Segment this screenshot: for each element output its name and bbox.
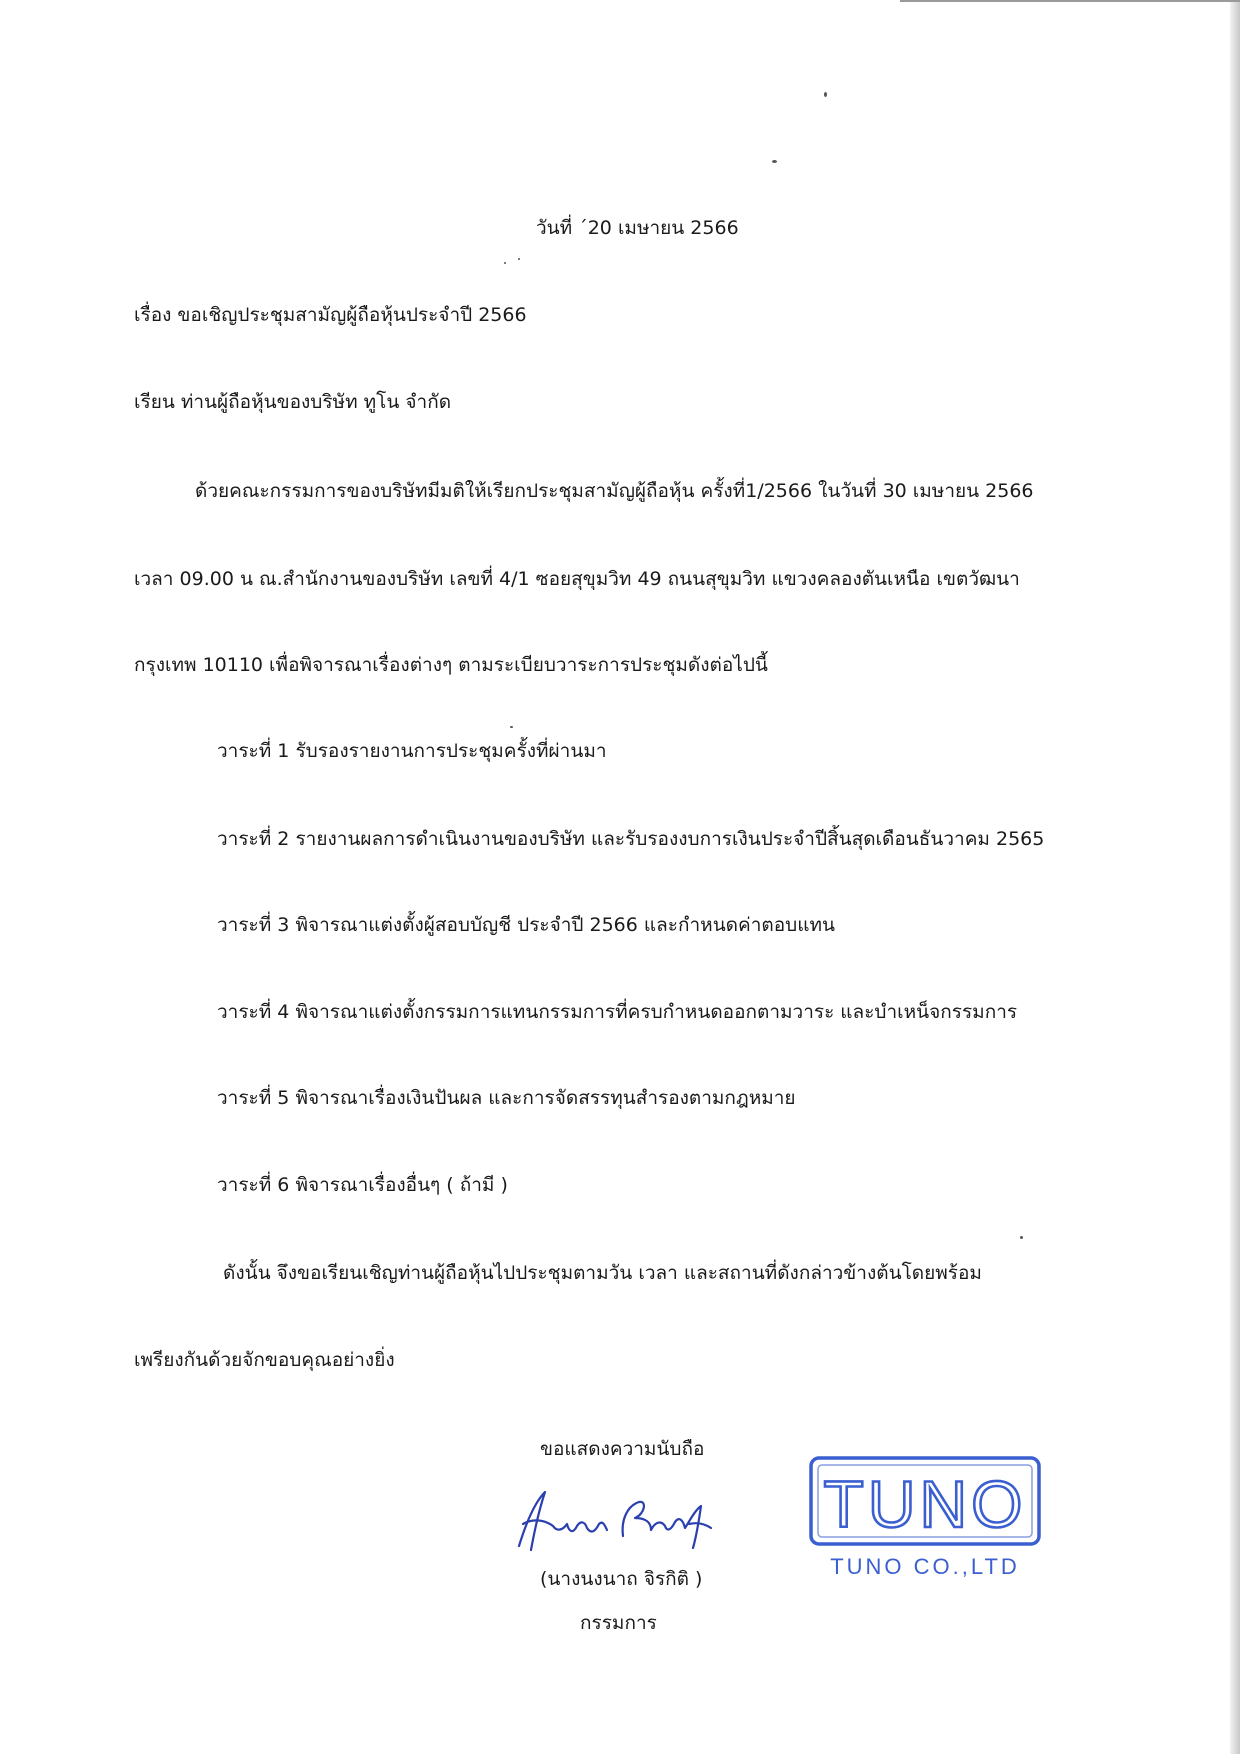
signer-name: (นางนงนาถ จิรกิติ ) — [540, 1568, 703, 1590]
company-stamp — [806, 1452, 1046, 1582]
handwritten-signature — [505, 1480, 725, 1560]
scan-speck — [510, 726, 513, 728]
signer-title: กรรมการ — [580, 1612, 657, 1634]
letter-recipient: เรียน ท่านผู้ถือหุ้นของบริษัท ทูโน จำกัด — [134, 391, 452, 413]
scan-top-edge — [900, 0, 1240, 2]
agenda-item: วาระที่ 5 พิจารณาเรื่องเงินปันผล และการจัดสรรทุนสำรองตามกฎหมาย — [217, 1087, 796, 1109]
scan-speck — [1020, 1236, 1023, 1239]
svg-text:TUNO CO.,LTD: TUNO CO.,LTD — [830, 1554, 1020, 1579]
closing-line: เพรียงกันด้วยจักขอบคุณอย่างยิ่ง — [134, 1349, 395, 1371]
letter-date: วันที่ ´20 เมษายน 2566 — [536, 217, 739, 239]
scan-speck — [772, 160, 777, 163]
agenda-item: วาระที่ 6 พิจารณาเรื่องอื่นๆ ( ถ้ามี ) — [217, 1174, 508, 1196]
body-paragraph-line: เวลา 09.00 น ณ.สำนักงานของบริษัท เลขที่ 4/1 ซอยสุขุมวิท 49 ถนนสุขุมวิท แขวงคลองตันเหนือ เขตวัฒนา — [134, 568, 1020, 590]
svg-text:TUNO: TUNO — [823, 1467, 1027, 1541]
scan-speck — [518, 258, 520, 260]
body-paragraph-line: กรุงเทพ 10110 เพื่อพิจารณาเรื่องต่างๆ ตามระเบียบวาระการประชุมดังต่อไปนี้ — [134, 654, 768, 676]
scan-speck — [824, 92, 827, 97]
letter-subject: เรื่อง ขอเชิญประชุมสามัญผู้ถือหุ้นประจำปี 2566 — [134, 304, 527, 326]
closing-line: ดังนั้น จึงขอเรียนเชิญท่านผู้ถือหุ้นไปประชุมตามวัน เวลา และสถานที่ดังกล่าวข้างต้นโดยพร้อม — [223, 1262, 982, 1284]
scan-speck — [504, 262, 506, 264]
regards-text: ขอแสดงความนับถือ — [540, 1438, 705, 1460]
body-paragraph-line: ด้วยคณะกรรมการของบริษัทมีมติให้เรียกประชุมสามัญผู้ถือหุ้น ครั้งที่1/2566 ในวันที่ 30 เมษายน 2566 — [195, 480, 1034, 502]
agenda-item: วาระที่ 4 พิจารณาแต่งตั้งกรรมการแทนกรรมการที่ครบกำหนดออกตามวาระ และบำเหน็จกรรมการ — [217, 1001, 1018, 1023]
agenda-item: วาระที่ 1 รับรองรายงานการประชุมครั้งที่ผ่านมา — [217, 740, 607, 762]
scan-edge-shadow — [1230, 0, 1240, 1754]
agenda-item: วาระที่ 2 รายงานผลการดำเนินงานของบริษัท และรับรองงบการเงินประจำปีสิ้นสุดเดือนธันวาคม 2565 — [217, 828, 1045, 850]
agenda-item: วาระที่ 3 พิจารณาแต่งตั้งผู้สอบบัญชี ประจำปี 2566 และกำหนดค่าตอบแทน — [217, 914, 835, 936]
